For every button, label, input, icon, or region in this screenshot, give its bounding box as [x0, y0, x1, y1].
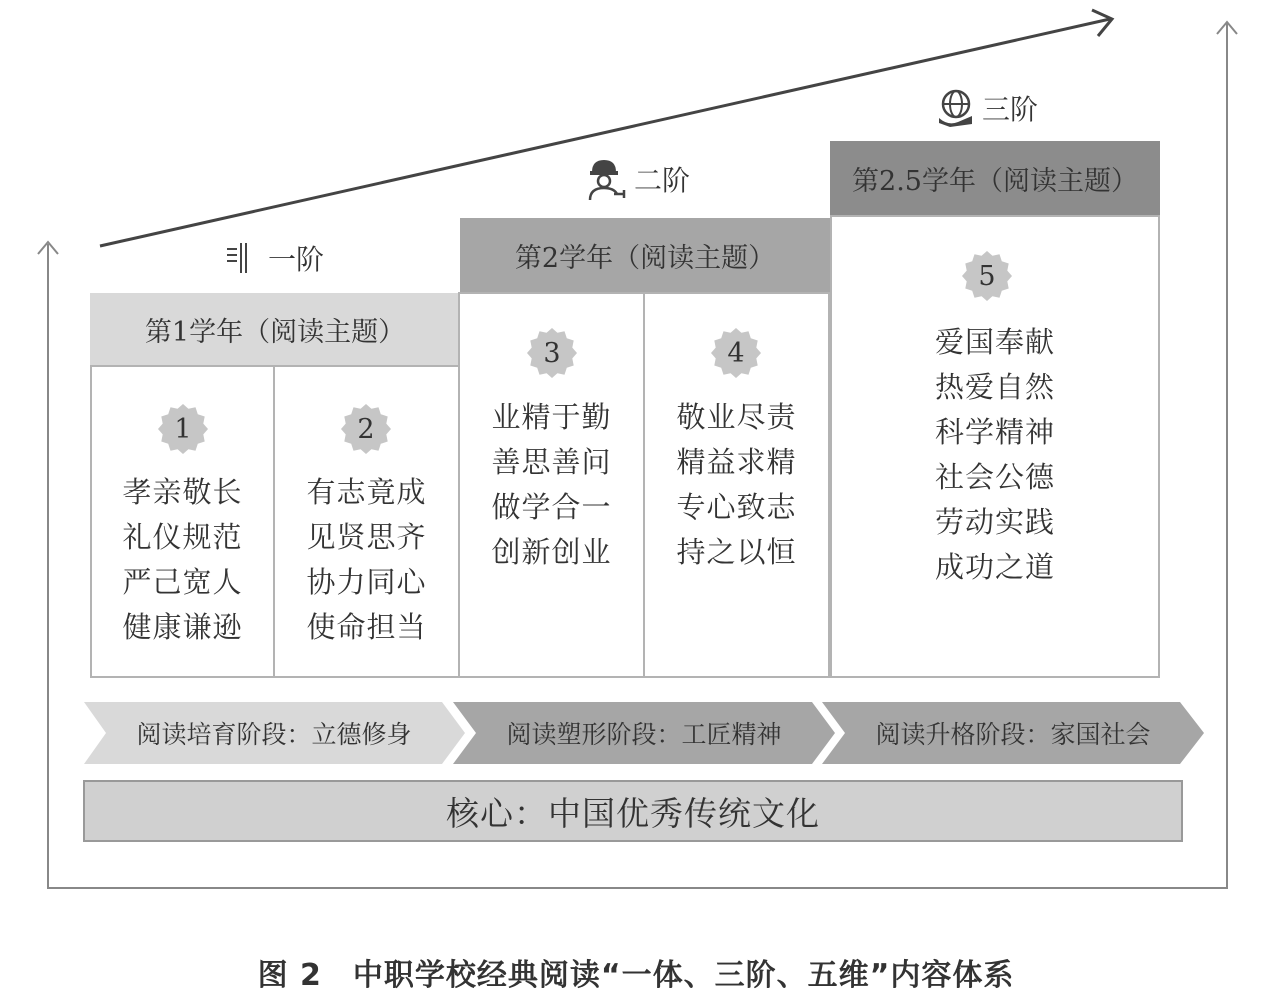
theme-item: 成功之道: [934, 550, 1055, 584]
theme-item: 业精于勤: [491, 400, 612, 434]
theme-item: 专心致志: [676, 490, 797, 524]
badge-number-4: 4: [727, 337, 745, 369]
theme-item: 严己宽人: [122, 565, 243, 599]
badge-number-1: 1: [174, 413, 192, 445]
stage-label-1: [222, 238, 324, 278]
number-badge-2: [340, 403, 392, 455]
number-badge-1: [157, 403, 209, 455]
theme-list-4: [643, 395, 830, 575]
stage-2-header: 第2学年（阅读主题）: [460, 218, 830, 292]
theme-item: 协力同心: [306, 565, 427, 599]
theme-list-1: [90, 470, 275, 650]
theme-item: 爱国奉献: [934, 325, 1055, 359]
theme-item: 敬业尽责: [676, 400, 797, 434]
number-badge-5: [961, 250, 1013, 302]
core-bar: 核心：中国优秀传统文化: [83, 780, 1183, 842]
worker-icon: [584, 156, 628, 202]
stage-text-2: 二阶: [634, 164, 691, 197]
theme-item: 礼仪规范: [122, 520, 243, 554]
stage-label-2: [584, 156, 690, 202]
theme-item: 使命担当: [306, 610, 427, 644]
theme-item: 持之以恒: [676, 535, 797, 569]
stage-band-1: 阅读培育阶段：立德修身: [136, 720, 412, 749]
stage-band-2: 阅读塑形阶段：工匠精神: [506, 720, 782, 749]
stage-label-3: [936, 88, 1038, 128]
theme-item: 社会公德: [934, 460, 1055, 494]
number-badge-4: [710, 327, 762, 379]
theme-item: 创新创业: [491, 535, 612, 569]
stage-text-1: 一阶: [268, 243, 325, 276]
stage-band-3: 阅读升格阶段：家国社会: [875, 720, 1151, 749]
theme-item: 劳动实践: [934, 505, 1055, 539]
theme-item: 善思善问: [491, 445, 612, 479]
theme-list-5: [830, 320, 1160, 590]
globe-hand-icon: [936, 88, 976, 128]
theme-list-3: [458, 395, 645, 575]
theme-item: 科学精神: [934, 415, 1055, 449]
stage-1-header: 第1学年（阅读主题）: [90, 293, 460, 365]
theme-item: 精益求精: [676, 445, 797, 479]
theme-list-2: [273, 470, 460, 650]
theme-item: 热爱自然: [934, 370, 1055, 404]
theme-item: 孝亲敬长: [122, 475, 243, 509]
theme-item: 有志竟成: [306, 475, 427, 509]
theme-item: 健康谦逊: [122, 610, 243, 644]
badge-number-2: 2: [357, 413, 375, 445]
stage-3-header: 第2.5学年（阅读主题）: [830, 141, 1160, 215]
number-badge-3: [526, 327, 578, 379]
badge-number-3: 3: [543, 337, 561, 369]
figure-caption: 图 2 中职学校经典阅读“一体、三阶、五维”内容体系: [257, 958, 1015, 993]
theme-item: 做学合一: [491, 490, 612, 524]
badge-number-5: 5: [978, 260, 996, 292]
book-icon: [222, 240, 254, 276]
stage-text-3: 三阶: [982, 93, 1039, 126]
theme-item: 见贤思齐: [306, 520, 427, 554]
